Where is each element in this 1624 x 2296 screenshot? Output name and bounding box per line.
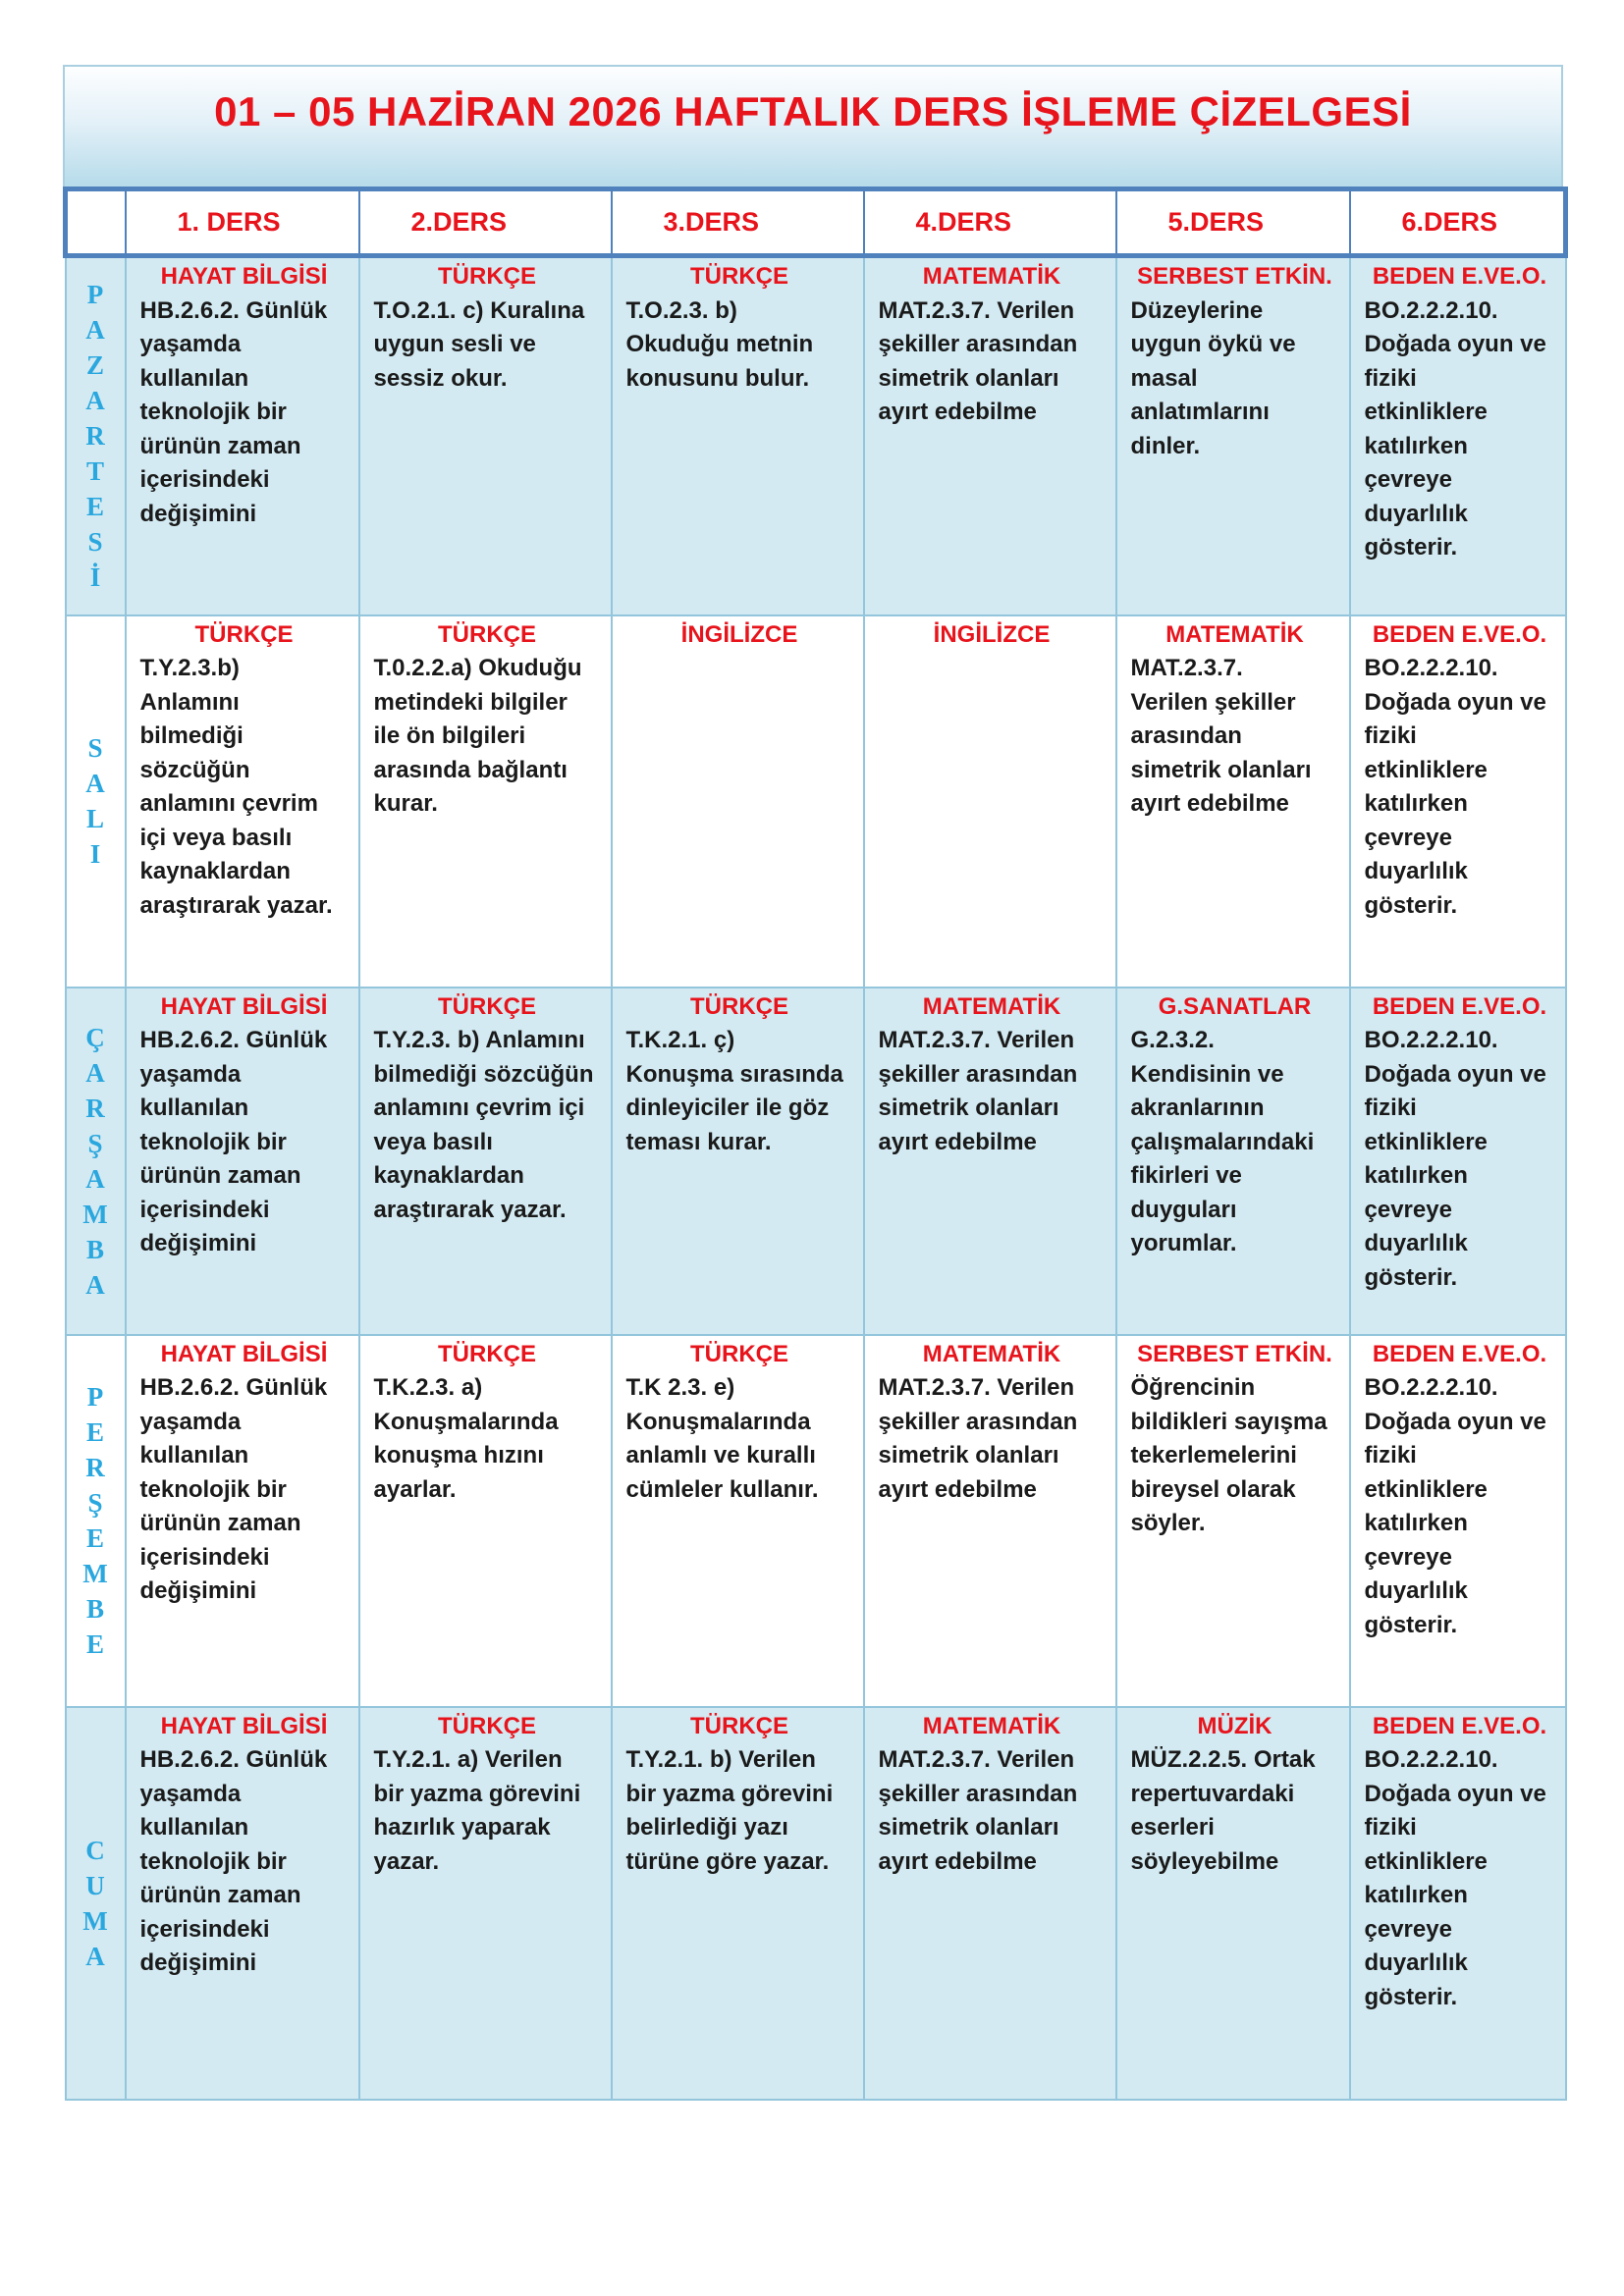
lesson-subject: TÜRKÇE xyxy=(194,620,294,648)
lesson-subject: HAYAT BİLGİSİ xyxy=(160,1712,328,1739)
day-letter: Ş xyxy=(87,1488,103,1518)
lesson-objective: T.K.2.3. a) Konuşmalarında konuşma hızını ayarlar. xyxy=(373,1374,559,1503)
day-letter: A xyxy=(85,1269,105,1300)
day-letter: M xyxy=(82,1199,108,1229)
day-letter: A xyxy=(85,769,105,798)
header-lesson-1: 1. DERS xyxy=(126,189,359,256)
day-letter: B xyxy=(85,1594,104,1624)
lesson-objective: MAT.2.3.7. Verilen şekiller arasından simetrik olanları ayırt edebilme xyxy=(878,1027,1078,1155)
lesson-subject: TÜRKÇE xyxy=(690,263,788,290)
lesson-cell xyxy=(612,256,864,615)
day-letter: E xyxy=(85,492,104,522)
day-letter: A xyxy=(85,1163,105,1194)
lesson-cell xyxy=(1116,1335,1350,1707)
day-letter: A xyxy=(85,1941,105,1971)
lesson-objective: T.Y.2.1. b) Verilen bir yazma görevini belirlediği yazı türüne göre yazar. xyxy=(625,1746,834,1875)
lesson-cell xyxy=(359,1335,612,1707)
day-letter: A xyxy=(85,1057,105,1088)
lesson-subject: G.SANATLAR xyxy=(1158,992,1312,1020)
lesson-subject: BEDEN E.VE.O. xyxy=(1372,1340,1547,1367)
header-lesson-4: 4.DERS xyxy=(864,189,1116,256)
lesson-objective: T.O.2.3. b) Okuduğu metnin konusunu bulur. xyxy=(625,296,814,392)
title-banner xyxy=(63,65,1563,187)
lesson-subject: MATEMATİK xyxy=(922,1712,1061,1739)
lesson-cell xyxy=(1350,256,1566,615)
day-letter: I xyxy=(89,839,101,869)
lesson-subject: TÜRKÇE xyxy=(690,992,788,1020)
lesson-cell xyxy=(864,615,1116,988)
lesson-subject: HAYAT BİLGİSİ xyxy=(160,992,328,1020)
lesson-objective: MAT.2.3.7. Verilen şekiller arasından simetrik olanları ayırt edebilme xyxy=(1130,655,1312,817)
lesson-cell xyxy=(359,615,612,988)
lesson-objective: HB.2.6.2. Günlük yaşamda kullanılan teknolojik bir ürünün zaman içerisindeki değişimini xyxy=(139,1027,328,1256)
day-letter: P xyxy=(86,280,104,310)
day-letter: C xyxy=(85,1835,105,1865)
lesson-cell xyxy=(126,988,359,1335)
day-letter: S xyxy=(87,527,103,558)
lesson-subject: MÜZİK xyxy=(1197,1712,1272,1739)
lesson-subject: TÜRKÇE xyxy=(438,1340,536,1367)
lesson-subject: SERBEST ETKİN. xyxy=(1137,263,1332,290)
lesson-subject: MATEMATİK xyxy=(1165,620,1304,648)
day-letter: Z xyxy=(85,350,104,381)
lesson-subject: SERBEST ETKİN. xyxy=(1137,1340,1332,1367)
page-title: 01 – 05 HAZİRAN 2026 HAFTALIK DERS İŞLEME ÇİZELGESİ xyxy=(214,88,1412,134)
lesson-cell xyxy=(1116,615,1350,988)
day-letter: E xyxy=(85,1523,104,1553)
lesson-objective: G.2.3.2. Kendisinin ve akranlarının çalışmalarındaki fikirleri ve duyguları yorumlar. xyxy=(1130,1027,1315,1256)
lesson-objective: T.O.2.1. c) Kuralına uygun sesli ve sessiz okur. xyxy=(373,296,585,392)
day-letter: S xyxy=(87,733,103,763)
lesson-objective: MAT.2.3.7. Verilen şekiller arasından simetrik olanları ayırt edebilme xyxy=(878,296,1078,425)
lesson-subject: TÜRKÇE xyxy=(438,620,536,648)
lesson-subject: BEDEN E.VE.O. xyxy=(1372,992,1547,1020)
day-letter: E xyxy=(85,1417,104,1447)
lesson-cell xyxy=(1350,988,1566,1335)
lesson-cell xyxy=(359,1707,612,2100)
lesson-objective: BO.2.2.2.10. Doğada oyun ve fiziki etkinliklere katılırken çevreye duyarlılık gösterir. xyxy=(1364,1374,1546,1638)
lesson-objective: Düzeylerine uygun öykü ve masal anlatımlarını dinler. xyxy=(1130,296,1296,459)
header-lesson-5: 5.DERS xyxy=(1116,189,1350,256)
lesson-subject: HAYAT BİLGİSİ xyxy=(160,1340,328,1367)
day-label xyxy=(66,256,126,615)
day-label xyxy=(66,1707,126,2100)
day-letter: A xyxy=(85,315,105,346)
lesson-subject: MATEMATİK xyxy=(922,1340,1061,1367)
schedule-table xyxy=(63,187,1568,2101)
day-letter: Ç xyxy=(85,1022,105,1052)
lesson-objective: BO.2.2.2.10. Doğada oyun ve fiziki etkinliklere katılırken çevreye duyarlılık gösterir. xyxy=(1364,655,1546,919)
lesson-cell xyxy=(612,615,864,988)
lesson-cell xyxy=(359,256,612,615)
day-row xyxy=(66,988,1566,1335)
day-label xyxy=(66,615,126,988)
day-letter: B xyxy=(85,1234,104,1264)
lesson-cell xyxy=(359,988,612,1335)
header-lesson-3: 3.DERS xyxy=(612,189,864,256)
lesson-objective: HB.2.6.2. Günlük yaşamda kullanılan teknolojik bir ürünün zaman içerisindeki değişimini xyxy=(139,1374,328,1604)
lesson-cell xyxy=(126,256,359,615)
lesson-objective: BO.2.2.2.10. Doğada oyun ve fiziki etkinliklere katılırken çevreye duyarlılık gösterir. xyxy=(1364,296,1546,561)
lesson-cell xyxy=(864,988,1116,1335)
lesson-subject: MATEMATİK xyxy=(922,263,1061,290)
day-letter: T xyxy=(85,456,104,487)
lesson-objective: MÜZ.2.2.5. Ortak repertuvardaki eserleri söyleyebilme xyxy=(1130,1746,1316,1875)
lesson-subject: TÜRKÇE xyxy=(690,1340,788,1367)
lesson-cell xyxy=(864,256,1116,615)
lesson-objective: Öğrencinin bildikleri sayışma tekerlemelerini bireysel olarak söyler. xyxy=(1130,1374,1327,1536)
lesson-subject: İNGİLİZCE xyxy=(680,620,798,648)
day-label xyxy=(66,988,126,1335)
lesson-objective: T.0.2.2.a) Okuduğu metindeki bilgiler ile ön bilgileri arasında bağlantı kurar. xyxy=(373,655,582,817)
lesson-cell xyxy=(1350,1707,1566,2100)
day-letter: A xyxy=(85,386,105,416)
day-row xyxy=(66,615,1566,988)
lesson-objective: T.Y.2.3.b) Anlamını bilmediği sözcüğün anlamını çevrim içi veya basılı kaynaklardan araştırarak yazar. xyxy=(139,655,333,919)
lesson-cell xyxy=(612,1335,864,1707)
day-letter: M xyxy=(82,1905,108,1936)
day-letter: M xyxy=(82,1559,108,1588)
lesson-objective: HB.2.6.2. Günlük yaşamda kullanılan teknolojik bir ürünün zaman içerisindeki değişimini xyxy=(139,1746,328,1976)
day-letter: L xyxy=(85,804,104,833)
day-row xyxy=(66,1707,1566,2100)
day-label xyxy=(66,1335,126,1707)
day-row xyxy=(66,1335,1566,1707)
lesson-cell xyxy=(126,1335,359,1707)
lesson-objective: MAT.2.3.7. Verilen şekiller arasından simetrik olanları ayırt edebilme xyxy=(878,1374,1078,1503)
lesson-subject: HAYAT BİLGİSİ xyxy=(160,263,328,290)
lesson-cell xyxy=(1350,1335,1566,1707)
lesson-subject: İNGİLİZCE xyxy=(933,620,1051,648)
header-lesson-6: 6.DERS xyxy=(1350,189,1566,256)
lesson-cell xyxy=(612,988,864,1335)
header-lesson-2: 2.DERS xyxy=(359,189,612,256)
lesson-cell xyxy=(864,1335,1116,1707)
lesson-subject: TÜRKÇE xyxy=(438,263,536,290)
lesson-objective: BO.2.2.2.10. Doğada oyun ve fiziki etkinliklere katılırken çevreye duyarlılık gösterir. xyxy=(1364,1027,1546,1291)
lesson-cell xyxy=(1350,615,1566,988)
day-letter: R xyxy=(85,1453,105,1482)
lesson-objective: T.Y.2.3. b) Anlamını bilmediği sözcüğün anlamını çevrim içi veya basılı kaynaklardan araştırarak yazar. xyxy=(373,1027,594,1223)
lesson-subject: MATEMATİK xyxy=(922,992,1061,1020)
schedule-sheet xyxy=(63,65,1563,2101)
lesson-objective: HB.2.6.2. Günlük yaşamda kullanılan teknolojik bir ürünün zaman içerisindeki değişimini xyxy=(139,296,328,527)
lesson-cell xyxy=(126,1707,359,2100)
lesson-subject: TÜRKÇE xyxy=(690,1712,788,1739)
lesson-cell xyxy=(864,1707,1116,2100)
lesson-subject: BEDEN E.VE.O. xyxy=(1372,1712,1547,1739)
lesson-subject: BEDEN E.VE.O. xyxy=(1372,263,1547,290)
lesson-cell xyxy=(126,615,359,988)
lesson-objective: T.Y.2.1. a) Verilen bir yazma görevini hazırlık yaparak yazar. xyxy=(373,1746,581,1875)
lesson-subject: TÜRKÇE xyxy=(438,1712,536,1739)
lesson-subject: TÜRKÇE xyxy=(438,992,536,1020)
lesson-objective: T.K 2.3. e) Konuşmalarında anlamlı ve kurallı cümleler kullanır. xyxy=(625,1374,819,1503)
lesson-objective: MAT.2.3.7. Verilen şekiller arasından simetrik olanları ayırt edebilme xyxy=(878,1746,1078,1875)
day-letter: P xyxy=(86,1382,104,1412)
day-letter: U xyxy=(85,1870,105,1900)
header-corner xyxy=(66,189,126,256)
lesson-cell xyxy=(1116,988,1350,1335)
lesson-objective: BO.2.2.2.10. Doğada oyun ve fiziki etkinliklere katılırken çevreye duyarlılık gösterir. xyxy=(1364,1746,1546,2010)
day-letter: İ xyxy=(89,562,101,593)
lesson-cell xyxy=(1116,1707,1350,2100)
lesson-cell xyxy=(612,1707,864,2100)
day-letter: E xyxy=(85,1629,104,1659)
header-row xyxy=(66,189,1566,256)
lesson-subject: BEDEN E.VE.O. xyxy=(1372,620,1547,648)
day-row xyxy=(66,256,1566,615)
lesson-cell xyxy=(1116,256,1350,615)
day-letter: R xyxy=(85,421,105,452)
day-letter: Ş xyxy=(87,1128,103,1158)
lesson-objective: T.K.2.1. ç) Konuşma sırasında dinleyiciler ile göz teması kurar. xyxy=(625,1027,843,1155)
day-letter: R xyxy=(85,1093,105,1123)
